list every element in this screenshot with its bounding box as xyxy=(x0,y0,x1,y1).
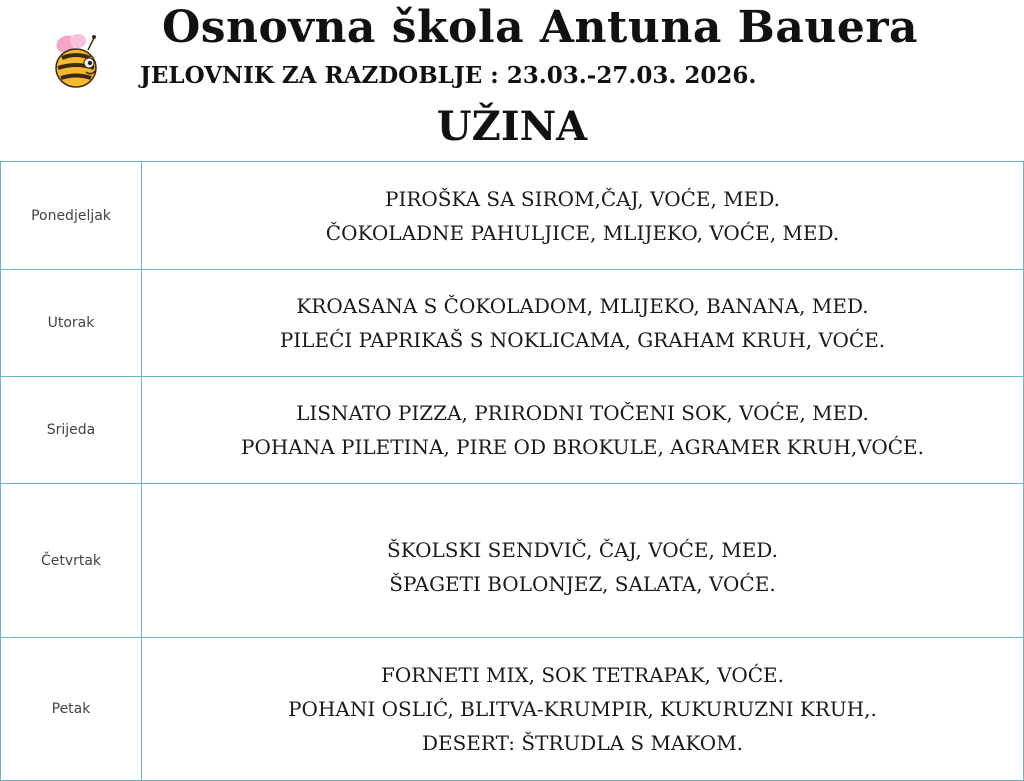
menu-row xyxy=(1,162,1024,270)
school-name: Osnovna škola Antuna Bauera xyxy=(161,2,919,53)
meal-line: PILEĆI PAPRIKAŠ S NOKLICAMA, GRAHAM KRUH, VOĆE. xyxy=(279,328,886,352)
menu-row xyxy=(1,484,1024,638)
meal-cell xyxy=(142,270,1024,377)
menu-row xyxy=(1,638,1024,781)
meal-line: POHANA PILETINA, PIRE OD BROKULE, AGRAMER KRUH,VOĆE. xyxy=(241,435,924,459)
day-label: Četvrtak xyxy=(1,484,142,638)
menu-period: JELOVNIK ZA RAZDOBLJE : 23.03.-27.03. 2026. xyxy=(140,62,757,89)
meal-line: PIROŠKA SA SIROM,ČAJ, VOĆE, MED. xyxy=(384,186,780,211)
meal-line: ŠKOLSKI SENDVIČ, ČAJ, VOĆE, MED. xyxy=(387,537,778,562)
meal-line: POHANI OSLIĆ, BLITVA-KRUMPIR, KUKURUZNI KRUH,. xyxy=(288,697,877,721)
meal-line: LISNATO PIZZA, PRIRODNI TOČENI SOK, VOĆE, MED. xyxy=(296,401,869,425)
day-label: Utorak xyxy=(1,270,142,377)
day-label: Petak xyxy=(1,638,142,781)
day-label: Ponedjeljak xyxy=(1,162,142,270)
meal-line: ČOKOLADNE PAHULJICE, MLIJEKO, VOĆE, MED. xyxy=(325,220,840,245)
menu-table xyxy=(0,161,1024,781)
day-label: Srijeda xyxy=(1,377,142,484)
meal-cell xyxy=(142,162,1024,270)
meal-cell xyxy=(142,377,1024,484)
meal-cell xyxy=(142,484,1024,638)
menu-row xyxy=(1,270,1024,377)
meal-line: DESERT: ŠTRUDLA S MAKOM. xyxy=(421,731,744,755)
section-title: UŽINA xyxy=(436,103,588,150)
meal-line: FORNETI MIX, SOK TETRAPAK, VOĆE. xyxy=(380,663,784,687)
meal-cell xyxy=(142,638,1024,781)
meal-line: KROASANA S ČOKOLADOM, MLIJEKO, BANANA, MED. xyxy=(296,294,869,318)
menu-row xyxy=(1,377,1024,484)
meal-line: ŠPAGETI BOLONJEZ, SALATA, VOĆE. xyxy=(389,571,776,596)
